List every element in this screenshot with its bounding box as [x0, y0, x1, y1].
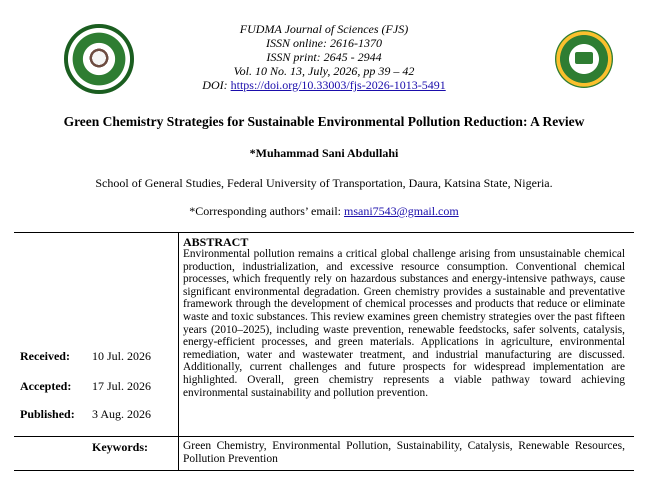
accepted-date: 17 Jul. 2026 — [92, 379, 152, 393]
email-label: *Corresponding authors’ email: — [189, 204, 345, 218]
keywords-text: Green Chemistry, Environmental Pollution, Sustainability, Catalysis, Renewable Resources, Pollution Prevention — [183, 440, 625, 465]
doi-label: DOI: — [202, 78, 231, 92]
abstract-heading: ABSTRACT — [183, 235, 249, 249]
keywords-label: Keywords: — [92, 440, 148, 454]
accepted-label: Accepted: — [20, 379, 72, 393]
received-date: 10 Jul. 2026 — [92, 349, 152, 363]
email-link[interactable]: msani7543@gmail.com — [344, 204, 459, 218]
affiliation: School of General Studies, Federal University of Transportation, Daura, Katsina State, Nigeria. — [95, 176, 553, 190]
doi-link[interactable]: https://doi.org/10.33003/fjs-2026-1013-5491 — [230, 78, 446, 92]
corresponding-email-line — [0, 204, 648, 219]
middle-rule — [14, 436, 634, 437]
bottom-rule — [14, 470, 634, 471]
column-divider — [178, 232, 179, 470]
received-label: Received: — [20, 349, 70, 363]
issn-online: ISSN online: 2616-1370 — [266, 36, 382, 50]
author-name: *Muhammad Sani Abdullahi — [249, 146, 399, 160]
paper-title: Green Chemistry Strategies for Sustainable Environmental Pollution Reduction: A Review — [63, 114, 585, 129]
abstract-text: Environmental pollution remains a critical global challenge arising from unsustainable chemical production, industrialization, and excessive resource consumption. Conventional chemical processes, which frequently rely on hazardous substances and energy-intensive pathways, cause significant environmental degradation. Green chemistry provides a sustainable and preventative framework through the development of chemical processes and products that reduce or eliminate waste and toxic substances. This review examines green chemistry strategies over the past fifteen years (2010–2025), including waste prevention, renewable feedstocks, safer solvents, catalysis, energy-efficient processes, and green materials. Applications in agriculture, environmental remediation, water and wastewater treatment, and industrial manufacturing are discussed. Additionally, current challenges and future prospects for widespread implementation are highlighted. Overall, green chemistry represents a viable pathway toward achieving environmental sustainability and pollution prevention. — [183, 248, 625, 399]
top-rule — [14, 232, 634, 233]
issn-print: ISSN print: 2645 - 2944 — [266, 50, 382, 64]
published-label: Published: — [20, 407, 75, 421]
doi-line — [0, 78, 648, 92]
volume-info: Vol. 10 No. 13, July, 2026, pp 39 – 42 — [233, 64, 415, 78]
journal-name: FUDMA Journal of Sciences (FJS) — [239, 22, 409, 36]
published-date: 3 Aug. 2026 — [92, 407, 152, 421]
